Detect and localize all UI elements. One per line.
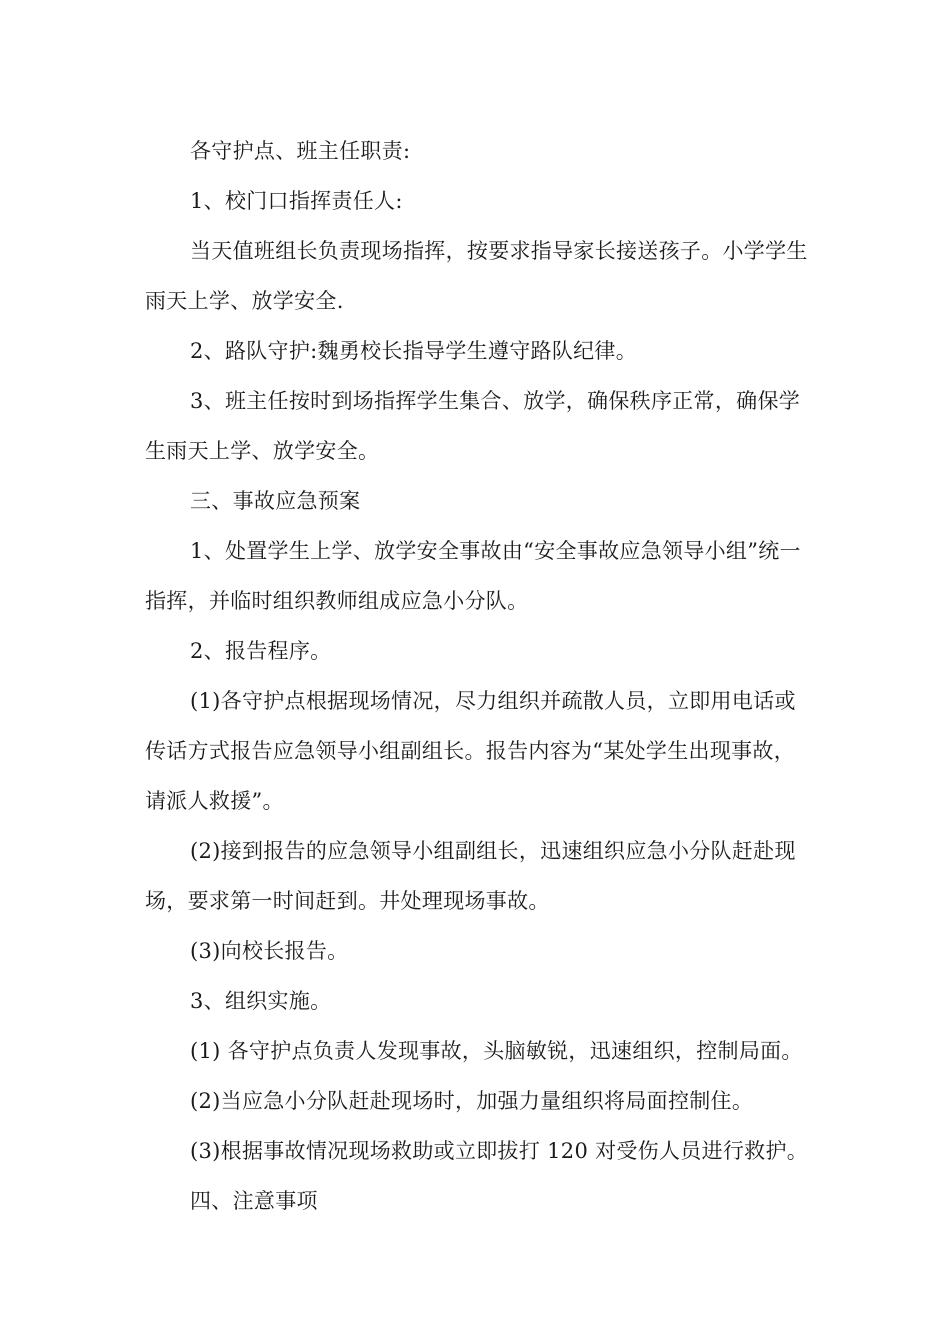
paragraph-report-step-3: (3)向校长报告。	[190, 939, 349, 963]
section-heading-emergency-plan: 三、事故应急预案	[190, 489, 361, 513]
paragraph-duty-heading: 各守护点、班主任职责:	[190, 139, 411, 163]
paragraph-report-step-1: (1)各守护点根据现场情况，尽力组织并疏散人员，立即用电话或传话方式报告应急领导小组副组长。报告内容为“某处学生出现事故，请派人救援”。	[145, 689, 796, 813]
section-heading-notes: 四、注意事项	[190, 1189, 318, 1213]
paragraph-report-step-2: (2)接到报告的应急领导小组副组长，迅速组织应急小分队赶赴现场，要求第一时间赶到。井处理现场事故。	[145, 839, 796, 913]
document-body	[145, 126, 810, 1226]
paragraph-emergency-command: 1、处置学生上学、放学安全事故由“安全事故应急领导小组”统一指挥，并临时组织教师组成应急小分队。	[145, 539, 801, 613]
paragraph-implement-step-1: (1) 各守护点负责人发现事故，头脑敏锐，迅速组织，控制局面。	[190, 1039, 803, 1063]
paragraph-organize-implement: 3、组织实施。	[190, 989, 332, 1013]
paragraph-road-guard: 2、路队守护:魏勇校长指导学生遵守路队纪律。	[190, 339, 638, 363]
paragraph-implement-step-2: (2)当应急小分队赶赴现场时，加强力量组织将局面控制住。	[190, 1089, 754, 1113]
paragraph-gate-commander: 1、校门口指挥责任人:	[190, 189, 403, 213]
paragraph-report-procedure: 2、报告程序。	[190, 639, 332, 663]
paragraph-implement-step-3: (3)根据事故情况现场救助或立即拔打 120 对受伤人员进行救护。	[190, 1139, 809, 1163]
paragraph-gate-commander-detail: 当天值班组长负责现场指挥，按要求指导家长接送孩子。小学学生雨天上学、放学安全.	[145, 239, 808, 313]
paragraph-class-teacher: 3、班主任按时到场指挥学生集合、放学，确保秩序正常，确保学生雨天上学、放学安全。	[145, 389, 801, 463]
